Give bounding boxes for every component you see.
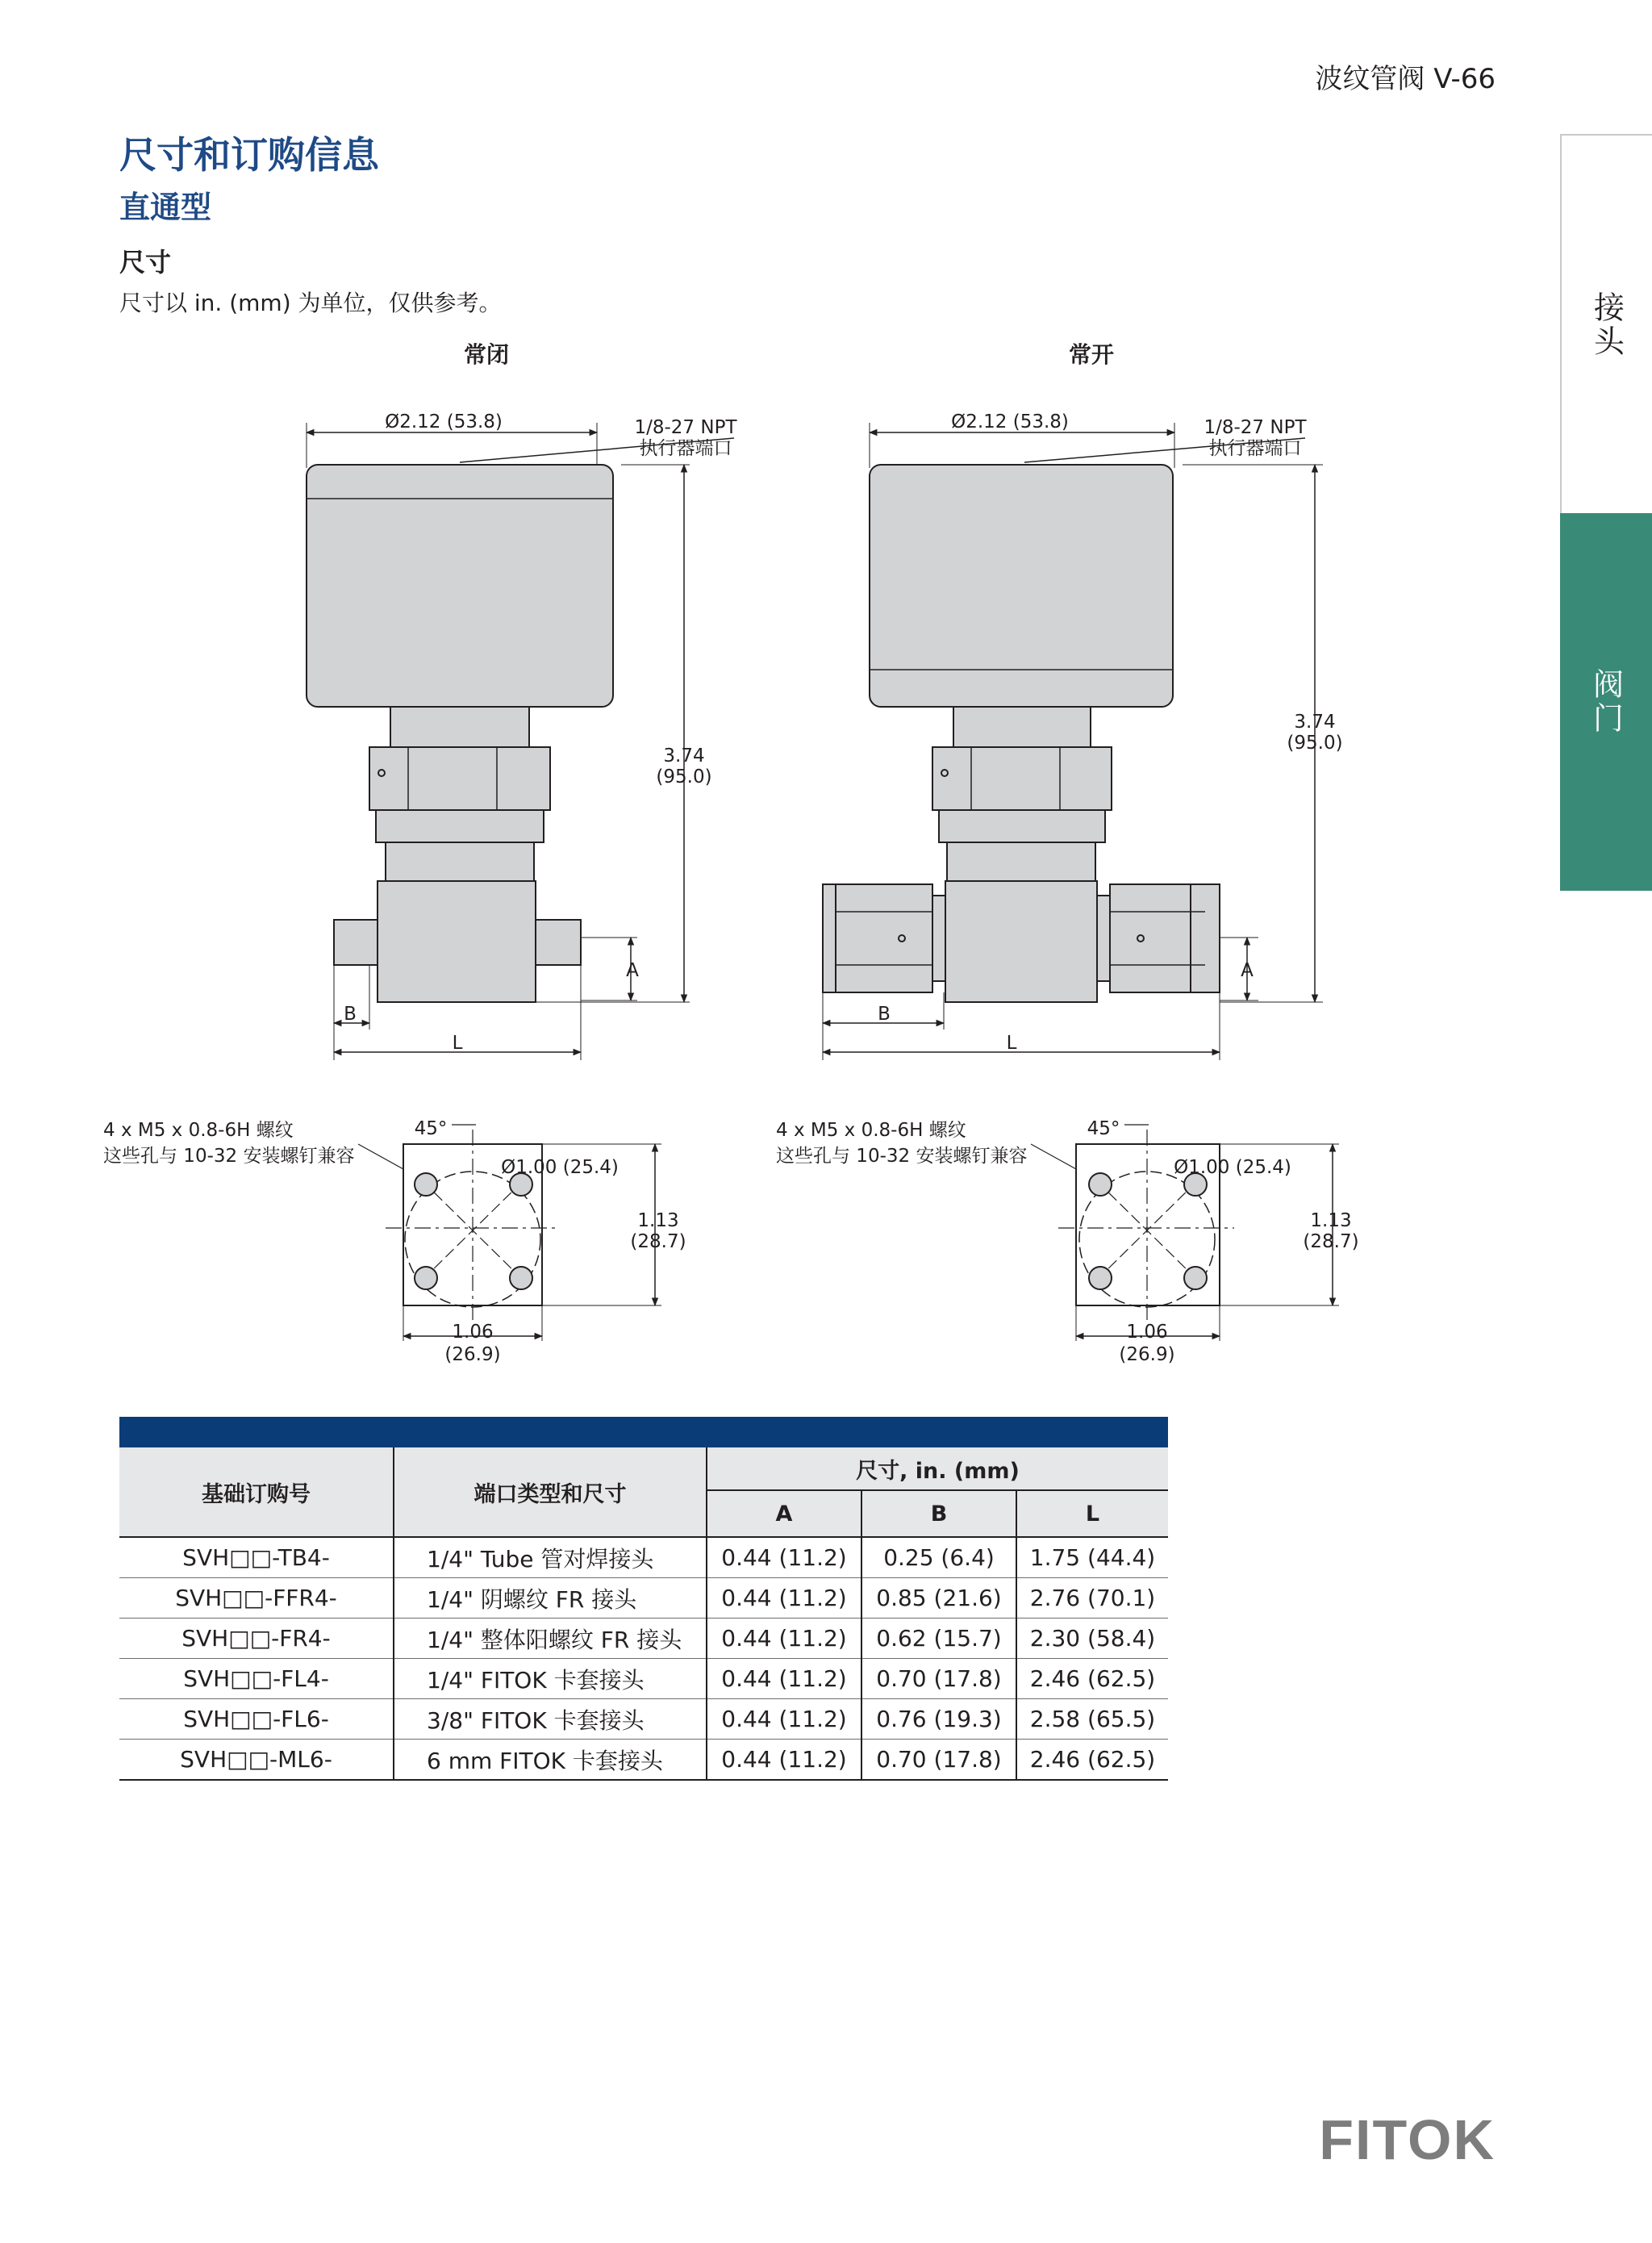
mount-left-width: 1.06 — [452, 1322, 494, 1343]
mount-left-angle: 45° — [414, 1118, 448, 1139]
cell-port: 1/4" FITOK 卡套接头 — [394, 1659, 707, 1699]
table-row — [119, 1619, 1168, 1659]
drawing-closed-height: 3.74 — [663, 746, 705, 766]
page-header: 波纹管阀 V-66 — [1315, 63, 1496, 95]
mount-left-compat: 这些孔与 10-32 安装螺钉兼容 — [103, 1146, 355, 1167]
drawing-closed-port: 执行器端口 — [639, 438, 732, 459]
sidebar-tab-label-active: 阀门 — [1587, 668, 1624, 736]
mount-right-circle: Ø1.00 (25.4) — [1174, 1157, 1291, 1178]
drawing-open-height-mm: (95.0) — [1287, 733, 1343, 754]
cell-a: 0.44 (11.2) — [707, 1740, 861, 1781]
unit-note: 尺寸以 in. (mm) 为单位，仅供参考。 — [119, 290, 502, 316]
cell-port: 1/4" 整体阳螺纹 FR 接头 — [394, 1619, 707, 1659]
cell-order: SVH□□-FR4- — [119, 1619, 394, 1659]
col-dimensions: 尺寸, in. (mm) — [707, 1447, 1168, 1490]
drawing-open-npt: 1/8-27 NPT — [1204, 417, 1307, 438]
page-title: 尺寸和订购信息 — [119, 133, 379, 177]
drawing-closed-diameter: Ø2.12 (53.8) — [385, 411, 503, 432]
cell-b: 0.85 (21.6) — [861, 1578, 1016, 1619]
mounting-view-right — [776, 1118, 1359, 1365]
drawing-open-port: 执行器端口 — [1208, 438, 1302, 459]
cell-port: 6 mm FITOK 卡套接头 — [394, 1740, 707, 1781]
drawing-open-title: 常开 — [1068, 341, 1115, 368]
mount-left-width-mm: (26.9) — [444, 1344, 501, 1365]
drawing-open-dim-a: A — [1241, 960, 1254, 981]
table-row — [119, 1578, 1168, 1619]
drawing-normally-open — [823, 341, 1343, 1060]
ordering-table — [119, 1417, 1168, 1781]
cell-a: 0.44 (11.2) — [707, 1537, 861, 1578]
cell-l: 2.76 (70.1) — [1016, 1578, 1168, 1619]
drawing-open-height: 3.74 — [1294, 712, 1336, 733]
table-row — [119, 1659, 1168, 1699]
sidebar-tab-label: 接头 — [1588, 291, 1625, 359]
cell-port: 1/4" 阴螺纹 FR 接头 — [394, 1578, 707, 1619]
page-subtitle: 直通型 — [119, 190, 212, 225]
drawing-open-dim-b: B — [878, 1004, 891, 1025]
mount-left-thread: 4 x M5 x 0.8-6H 螺纹 — [103, 1120, 294, 1141]
cell-order: SVH□□-FL6- — [119, 1699, 394, 1740]
cell-b: 0.62 (15.7) — [861, 1619, 1016, 1659]
mount-right-width-mm: (26.9) — [1119, 1344, 1175, 1365]
cell-order: SVH□□-ML6- — [119, 1740, 394, 1781]
drawing-open-dim-l: L — [1006, 1033, 1017, 1054]
cell-l: 2.30 (58.4) — [1016, 1619, 1168, 1659]
drawing-open-diameter: Ø2.12 (53.8) — [951, 411, 1069, 432]
drawing-closed-dim-b: B — [344, 1004, 357, 1025]
cell-l: 2.58 (65.5) — [1016, 1699, 1168, 1740]
section-title: 尺寸 — [119, 247, 172, 278]
cell-order: SVH□□-TB4- — [119, 1537, 394, 1578]
mount-right-height-mm: (28.7) — [1303, 1231, 1359, 1252]
drawing-closed-dim-a: A — [626, 960, 639, 981]
mount-right-width: 1.06 — [1126, 1322, 1168, 1343]
table-row — [119, 1740, 1168, 1781]
cell-port: 3/8" FITOK 卡套接头 — [394, 1699, 707, 1740]
col-l: L — [1016, 1490, 1168, 1537]
cell-a: 0.44 (11.2) — [707, 1659, 861, 1699]
mount-right-height: 1.13 — [1310, 1210, 1352, 1231]
mounting-view-left — [103, 1118, 686, 1365]
col-order-number: 基础订购号 — [119, 1447, 394, 1537]
cell-b: 0.70 (17.8) — [861, 1659, 1016, 1699]
mount-right-compat: 这些孔与 10-32 安装螺钉兼容 — [776, 1146, 1028, 1167]
drawing-closed-npt: 1/8-27 NPT — [634, 417, 737, 438]
drawing-closed-title: 常闭 — [463, 341, 510, 368]
cell-l: 1.75 (44.4) — [1016, 1537, 1168, 1578]
table-row — [119, 1537, 1168, 1578]
drawing-closed-height-mm: (95.0) — [656, 766, 712, 787]
col-port-type: 端口类型和尺寸 — [394, 1447, 707, 1537]
table-row — [119, 1699, 1168, 1740]
mount-left-height-mm: (28.7) — [630, 1231, 686, 1252]
col-b: B — [861, 1490, 1016, 1537]
cell-a: 0.44 (11.2) — [707, 1578, 861, 1619]
mount-left-height: 1.13 — [637, 1210, 679, 1231]
drawing-closed-dim-l: L — [452, 1033, 463, 1054]
cell-b: 0.70 (17.8) — [861, 1740, 1016, 1781]
drawing-normally-closed — [307, 341, 737, 1060]
mount-right-thread: 4 x M5 x 0.8-6H 螺纹 — [776, 1120, 966, 1141]
cell-order: SVH□□-FL4- — [119, 1659, 394, 1699]
mount-right-angle: 45° — [1087, 1118, 1120, 1139]
cell-a: 0.44 (11.2) — [707, 1699, 861, 1740]
cell-b: 0.76 (19.3) — [861, 1699, 1016, 1740]
cell-a: 0.44 (11.2) — [707, 1619, 861, 1659]
cell-b: 0.25 (6.4) — [861, 1537, 1016, 1578]
mount-left-circle: Ø1.00 (25.4) — [501, 1157, 619, 1178]
cell-port: 1/4" Tube 管对焊接头 — [394, 1537, 707, 1578]
cell-order: SVH□□-FFR4- — [119, 1578, 394, 1619]
col-a: A — [707, 1490, 861, 1537]
brand-logo: FITOK — [1319, 2108, 1496, 2171]
cell-l: 2.46 (62.5) — [1016, 1740, 1168, 1781]
table-header-bar — [119, 1417, 1168, 1447]
cell-l: 2.46 (62.5) — [1016, 1659, 1168, 1699]
